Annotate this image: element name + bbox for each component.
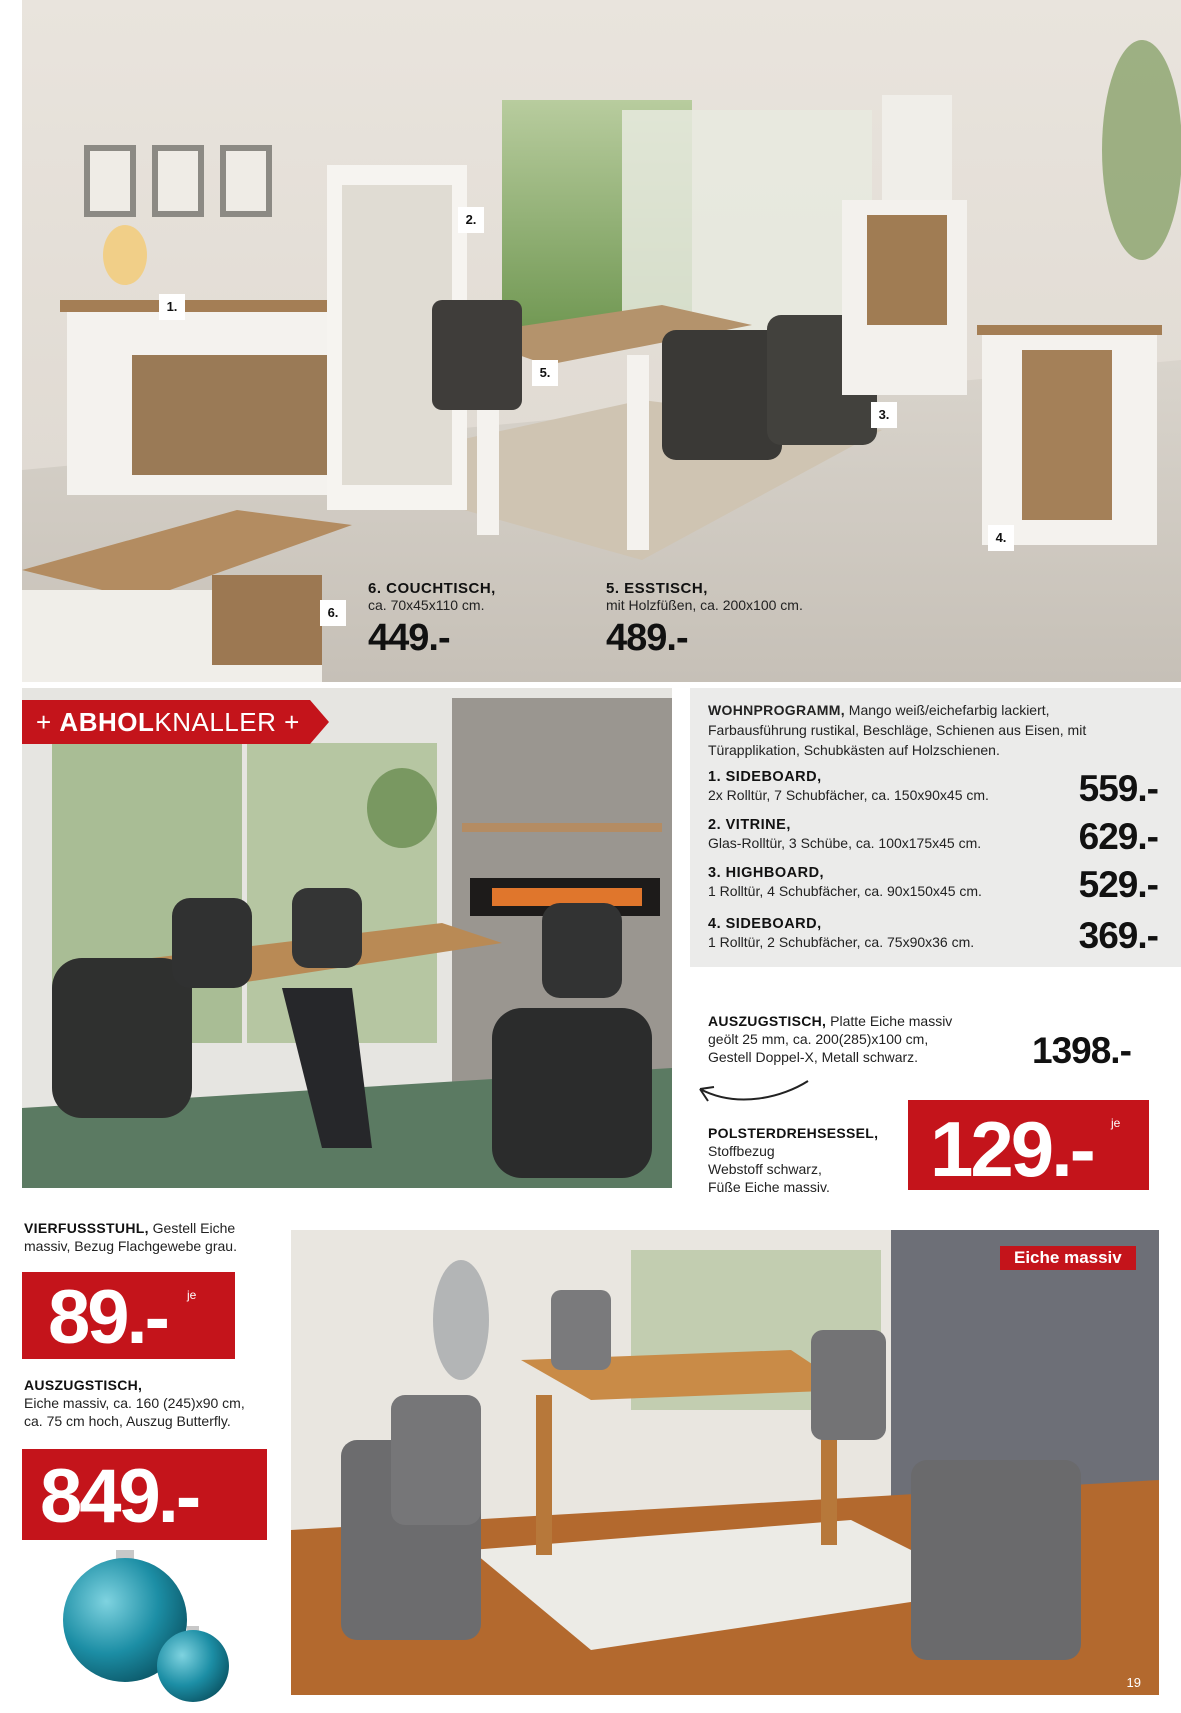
auszugstisch-doppelx-line1	[708, 1012, 1008, 1030]
product-desc: 2x Rolltür, 7 Schubfächer, ca. 150x90x45 cm.	[708, 787, 989, 803]
product-price: 559.-	[1078, 768, 1158, 809]
auszugstisch-butterfly-line: ca. 75 cm hoch, Auszug Butterfly.	[24, 1413, 231, 1429]
vierfussstuhl-line1	[24, 1219, 284, 1237]
wohnprogramm-panel	[690, 688, 1181, 967]
vierfussstuhl-price: 89.-	[48, 1275, 167, 1360]
product-title: 2. VITRINE,	[708, 817, 791, 833]
banner-plus-left: +	[36, 707, 52, 737]
couchtisch-caption	[368, 580, 496, 657]
product-title: 1. SIDEBOARD,	[708, 769, 822, 785]
vierfussstuhl-je: je	[187, 1288, 197, 1302]
christmas-ornaments-image	[50, 1540, 240, 1705]
product-vitrine	[708, 816, 1168, 857]
marker-6: 6.	[320, 600, 346, 626]
product-price: 529.-	[1078, 864, 1158, 905]
vierfussstuhl-text	[24, 1219, 284, 1255]
product-sideboard-1	[708, 768, 1168, 809]
vierfussstuhl-desc1: Gestell Eiche	[148, 1220, 236, 1236]
living-room-illustration	[22, 0, 1181, 682]
auszugstisch-butterfly-line: Eiche massiv, ca. 160 (245)x90 cm,	[24, 1395, 245, 1411]
vierfussstuhl-line2: massiv, Bezug Flachgewebe grau.	[24, 1238, 237, 1254]
banner-light: KNALLER	[154, 707, 277, 737]
vierfussstuhl-title: VIERFUSSSTUHL,	[24, 1220, 149, 1236]
polsterdrehsessel-text	[708, 1124, 908, 1196]
banner-plus-right: +	[284, 707, 300, 737]
auszugstisch-doppelx-text	[708, 1012, 1008, 1066]
product-sideboard-4	[708, 915, 1168, 956]
product-desc: 1 Rolltür, 4 Schubfächer, ca. 90x150x45 cm.	[708, 883, 982, 899]
wohnprogramm-desc: Mango weiß/eichefarbig lackiert, Farbausführung rustikal, Beschläge, Schienen aus Eisen, mit Türapplikation, Schubkästen auf Holzschienen.	[708, 702, 1087, 758]
auszugstisch-butterfly-text	[24, 1376, 284, 1430]
page-number: 19	[1126, 1675, 1141, 1690]
product-desc: Glas-Rolltür, 3 Schübe, ca. 100x175x45 cm.	[708, 835, 982, 851]
auszugstisch-butterfly-price: 849.-	[40, 1454, 199, 1539]
dining-room-illustration	[22, 688, 672, 1188]
couchtisch-desc: ca. 70x45x110 cm.	[368, 597, 485, 613]
marker-5: 5.	[532, 360, 558, 386]
wohnprogramm-title: WOHNPROGRAMM,	[708, 702, 845, 718]
auszugstisch-butterfly-price-box	[22, 1449, 267, 1540]
marker-4: 4.	[988, 525, 1014, 551]
product-title: 3. HIGHBOARD,	[708, 865, 825, 881]
vierfussstuhl-price-box	[22, 1272, 235, 1359]
couchtisch-price: 449.-	[368, 617, 450, 659]
product-title: 4. SIDEBOARD,	[708, 916, 822, 932]
polsterdrehsessel-line: Stoffbezug	[708, 1143, 775, 1159]
esstisch-desc: mit Holzfüßen, ca. 200x100 cm.	[606, 597, 803, 613]
auszugstisch-doppelx-title: AUSZUGSTISCH,	[708, 1013, 827, 1029]
banner-text	[36, 707, 300, 738]
marker-2: 2.	[458, 207, 484, 233]
polsterdrehsessel-price-box	[908, 1100, 1149, 1193]
polsterdrehsessel-price: 129.-	[930, 1105, 1093, 1193]
product-desc: 1 Rolltür, 2 Schubfächer, ca. 75x90x36 cm.	[708, 934, 975, 950]
product-price: 369.-	[1078, 915, 1158, 956]
couchtisch-title: 6. COUCHTISCH,	[368, 580, 496, 597]
dining-table-photo	[291, 1230, 1159, 1695]
living-room-photo	[22, 0, 1181, 682]
dining-table-illustration	[291, 1230, 1159, 1695]
polsterdrehsessel-line: Webstoff schwarz,	[708, 1161, 822, 1177]
banner-bold: ABHOL	[59, 707, 155, 737]
esstisch-price: 489.-	[606, 617, 688, 659]
esstisch-caption	[606, 580, 803, 657]
dining-room-photo	[22, 688, 672, 1188]
arrow-icon	[688, 1075, 818, 1125]
auszugstisch-butterfly-title: AUSZUGSTISCH,	[24, 1377, 143, 1393]
eiche-massiv-badge: Eiche massiv	[1000, 1246, 1136, 1270]
marker-3: 3.	[871, 402, 897, 428]
polsterdrehsessel-je: je	[1111, 1116, 1121, 1130]
esstisch-title: 5. ESSTISCH,	[606, 580, 708, 597]
product-highboard	[708, 864, 1168, 905]
abholknaller-banner	[22, 700, 329, 744]
auszugstisch-doppelx-price: 1398.-	[1032, 1030, 1131, 1071]
wohnprogramm-intro	[708, 700, 1148, 760]
auszugstisch-doppelx-line2: geölt 25 mm, ca. 200(285)x100 cm,	[708, 1031, 929, 1047]
auszugstisch-doppelx-line3: Gestell Doppel-X, Metall schwarz.	[708, 1049, 919, 1065]
auszugstisch-doppelx-desc1: Platte Eiche massiv	[826, 1013, 953, 1029]
polsterdrehsessel-line: Füße Eiche massiv.	[708, 1179, 830, 1195]
marker-1: 1.	[159, 294, 185, 320]
product-price: 629.-	[1078, 816, 1158, 857]
polsterdrehsessel-title: POLSTERDREHSESSEL,	[708, 1125, 879, 1141]
